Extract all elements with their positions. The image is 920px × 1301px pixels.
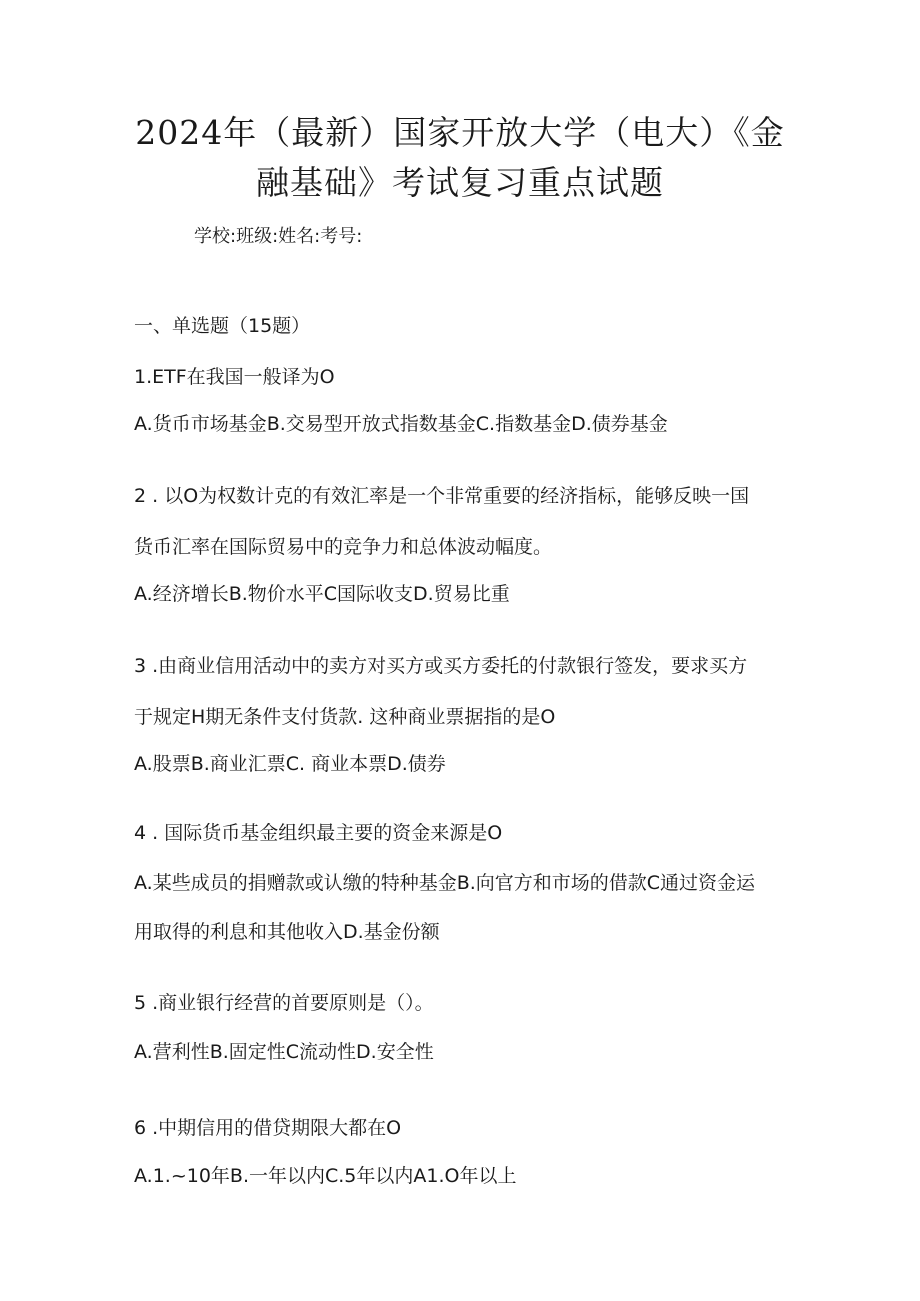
question-5-options: A.营利性B.固定性C流动性D.安全性	[134, 1041, 434, 1063]
question-3-stem-line-2: 于规定H期无条件支付货款. 这种商业票据指的是O	[134, 706, 556, 728]
school-class-name-number-line: 学校:班级:姓名:考号:	[194, 226, 363, 247]
question-4-options-line-1: A.某些成员的捐赠款或认缴的特种基金B.向官方和市场的借款C通过资金运	[134, 872, 756, 894]
question-2-options: A.经济增长B.物价水平C国际收支D.贸易比重	[134, 583, 510, 605]
question-4-stem: 4 . 国际货币基金组织最主要的资金来源是O	[134, 822, 503, 844]
question-2-stem-line-2: 货币汇率在国际贸易中的竞争力和总体波动幅度。	[134, 536, 553, 558]
question-3-options: A.股票B.商业汇票C. 商业本票D.债券	[134, 753, 446, 775]
question-1-options: A.货币市场基金B.交易型开放式指数基金C.指数基金D.债券基金	[134, 413, 668, 435]
document-title-line-1: 2024年（最新）国家开放大学（电大）《金	[135, 113, 785, 152]
question-3-stem-line-1: 3 .由商业信用活动中的卖方对买方或买方委托的付款银行签发，要求买方	[134, 655, 748, 677]
question-5-stem: 5 .商业银行经营的首要原则是（）。	[134, 992, 434, 1014]
question-6-options: A.1.~10年B.一年以内C.5年以内A1.O年以上	[134, 1165, 517, 1187]
document-title-line-2: 融基础》考试复习重点试题	[256, 163, 664, 202]
question-2-stem-line-1: 2 . 以O为权数计克的有效汇率是一个非常重要的经济指标，能够反映一国	[134, 485, 750, 507]
question-1-stem: 1.ETF在我国一般译为O	[134, 366, 335, 388]
section-heading: 一、单选题（15题）	[134, 315, 311, 337]
question-6-stem: 6 .中期信用的借贷期限大都在O	[134, 1117, 402, 1139]
question-4-options-line-2: 用取得的利息和其他收入D.基金份额	[134, 921, 440, 943]
